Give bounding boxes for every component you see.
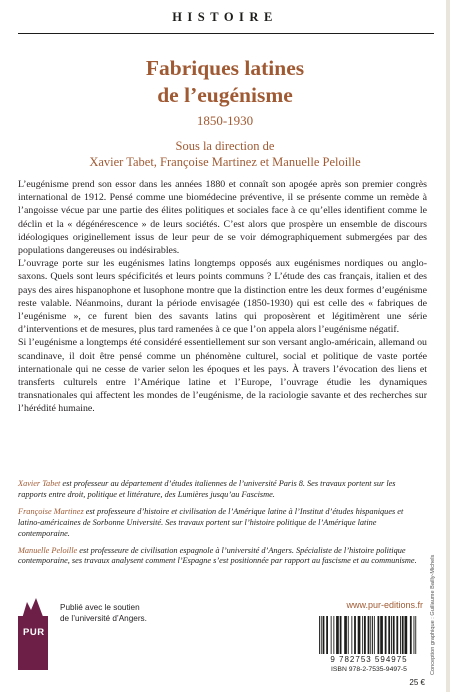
header-rule bbox=[18, 33, 434, 34]
barcode-bar bbox=[333, 616, 334, 654]
barcode-bar bbox=[340, 616, 342, 654]
barcode bbox=[313, 616, 425, 656]
barcode-bar bbox=[410, 616, 412, 654]
barcode-bar bbox=[364, 616, 366, 654]
design-credit bbox=[430, 555, 440, 675]
barcode-bar bbox=[393, 616, 395, 654]
author-bio-text: est professeure de civilisation espagnole à l’université d’Angers. Spécialiste de l’histoire politique contemporaine, ses travaux analysent comment l’Espagne s’est positionnée par rapport au fascisme et au communisme. bbox=[18, 545, 417, 566]
support-note bbox=[60, 602, 210, 624]
barcode-bar bbox=[374, 616, 375, 654]
publisher-logo-text: PUR bbox=[23, 627, 45, 638]
barcode-bar bbox=[348, 616, 349, 654]
barcode-bar bbox=[396, 616, 398, 654]
editors bbox=[0, 138, 450, 170]
barcode-bar bbox=[380, 616, 383, 654]
author-name: Françoise Martinez bbox=[18, 506, 84, 516]
book-title-line-2: de l’eugénisme bbox=[157, 83, 293, 107]
barcode-bar bbox=[415, 616, 416, 654]
barcode-bar bbox=[400, 616, 401, 654]
barcode-bar bbox=[321, 616, 322, 654]
author-bio-text: est professeur au département d’études italiennes de l’université Paris 8. Ses travaux portent sur les rapports entre droit, politique et littérature, des Lumières jusqu’au Fascisme. bbox=[18, 479, 396, 499]
barcode-bar bbox=[326, 616, 328, 654]
barcode-bar bbox=[354, 616, 356, 654]
barcode-bar bbox=[344, 616, 347, 654]
ean-number: 9 782753 594975 bbox=[330, 655, 408, 664]
price: 25 € bbox=[409, 678, 425, 687]
barcode-bar bbox=[372, 616, 373, 654]
barcode-bar bbox=[370, 616, 371, 654]
book-title bbox=[0, 55, 450, 109]
editors-names: Xavier Tabet, Françoise Martinez et Manuelle Peloille bbox=[89, 155, 361, 169]
author-name: Xavier Tabet bbox=[18, 479, 61, 488]
publisher-url[interactable]: www.pur-editions.fr bbox=[346, 600, 423, 610]
author-bio bbox=[18, 507, 418, 540]
editors-intro: Sous la direction de bbox=[175, 139, 275, 153]
blurb-paragraph: Si l’eugénisme a longtemps été considéré essentiellement sur son versant anglo-américain, allemand ou scandinave, il doit être pensé comme un phénomène culturel, social et politique de vaste portée internationale qui ne cesse de varier selon les époques et les pays. À travers l’évocation des liens et transferts culturels entre l’Amérique latine et l’Europe, l’ouvrage étudie les dynamiques transnationales qui affectent les mondes de l’eugénisme, de la raciologie savante et des recherches sur l’hérédité humaine. bbox=[18, 337, 427, 415]
author-bios bbox=[18, 479, 418, 573]
barcode-bar bbox=[388, 616, 390, 654]
barcode-bar bbox=[336, 616, 339, 654]
book-title-line-1: Fabriques latines bbox=[145, 56, 305, 80]
barcode-bar bbox=[358, 616, 361, 654]
barcode-bar bbox=[351, 616, 352, 654]
barcode-bar bbox=[319, 616, 320, 654]
barcode-bar bbox=[414, 616, 415, 654]
barcode-bar bbox=[405, 616, 408, 654]
blurb-paragraph: L’ouvrage porte sur les eugénismes latins longtemps opposés aux eugénismes nordiques ou anglo-saxons. Quels sont leurs spécificités et leurs points communs ? L’étude des cas français, italien et des pays des aires hispanophone et lusophone montre que la distinction entre les deux formes d’eugénisme reste valable. Néanmoins, durant la période envisagée (1850-1930) qui est celle des « fabriques de l’eugénisme », ce furent bien des savants latins qui proposèrent et légitimèrent une série d’interventions et de mesures, plus tard ramenées à ce que l’on appela alors l’eugénisme négatif. bbox=[18, 258, 427, 336]
support-line-2: de l’université d’Angers. bbox=[60, 614, 147, 623]
barcode-bar bbox=[378, 616, 380, 654]
barcode-bar bbox=[362, 616, 363, 654]
barcode-bar bbox=[368, 616, 370, 654]
author-bio bbox=[18, 479, 418, 501]
barcode-bar bbox=[385, 616, 387, 654]
publisher-logo-icon bbox=[19, 596, 47, 630]
support-line-1: Publié avec le soutien bbox=[60, 603, 140, 612]
author-bio-text: est professeure d’histoire et civilisation de l’Amérique latine à l’Institut d’études hispaniques et latino-américaines de Sorbonne Université. Ses travaux portent sur l’histoire politique de l’Amérique latine contemporaine. bbox=[18, 506, 404, 538]
design-credit-text: Conception graphique : Guillaume Bailly-Michels bbox=[430, 554, 436, 675]
book-years: 1850-1930 bbox=[196, 113, 254, 128]
barcode-bar bbox=[402, 616, 404, 654]
isbn: ISBN 978-2-7535-9497-5 bbox=[331, 666, 407, 673]
series-label: HISTOIRE bbox=[172, 10, 278, 24]
blurb-paragraph: L’eugénisme prend son essor dans les années 1880 et connaît son apogée après son premier congrès international de 1912. Pensé comme une biomédecine préventive, il se présente comme un remède à l’angoisse vécue par une partie des élites politiques et sociales face à ce qu’elles identifient comme le déclin et la « dégénérescence » de leurs sociétés. C’est alors que prospère un ensemble de discours idéologiques originellement issus de leur peur de se voir démographiquement submergées par des populations dangereuses ou indésirables. bbox=[18, 179, 427, 257]
barcode-bar bbox=[323, 616, 325, 654]
barcode-bar bbox=[331, 616, 332, 654]
author-name: Manuelle Peloille bbox=[18, 545, 78, 555]
blurb bbox=[18, 178, 427, 416]
barcode-bar bbox=[391, 616, 392, 654]
author-bio bbox=[18, 546, 418, 568]
